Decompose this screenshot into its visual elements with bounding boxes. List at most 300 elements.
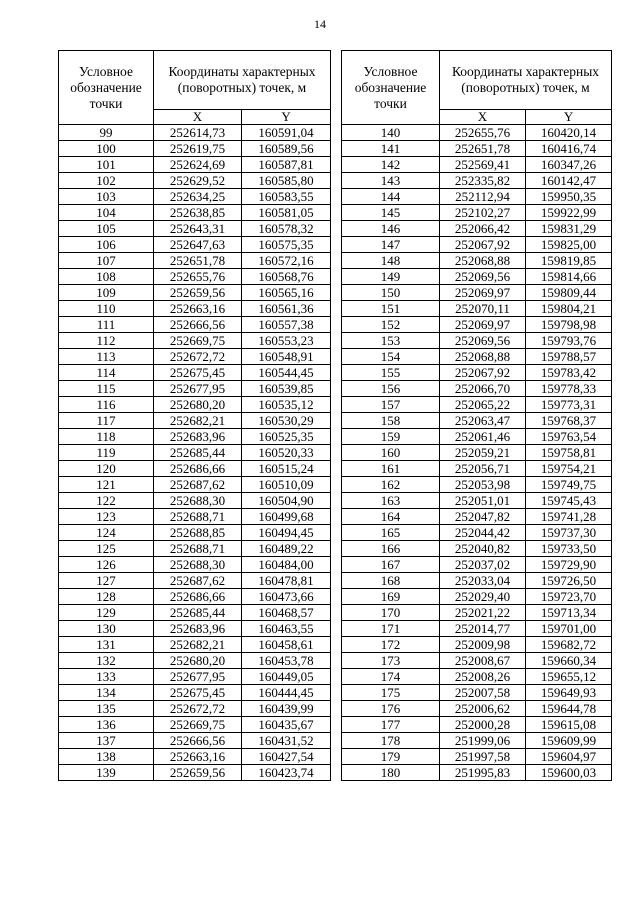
y-coordinate-cell: 160458,61 — [242, 637, 331, 653]
point-id-cell: 161 — [342, 461, 440, 477]
point-id-cell: 134 — [59, 685, 154, 701]
y-coordinate-cell: 160510,09 — [242, 477, 331, 493]
table-row — [59, 637, 331, 653]
x-coordinate-cell: 252009,98 — [440, 637, 526, 653]
y-coordinate-cell: 160420,14 — [526, 125, 612, 141]
table-row — [342, 541, 612, 557]
y-coordinate-cell: 159649,93 — [526, 685, 612, 701]
point-id-cell: 126 — [59, 557, 154, 573]
x-coordinate-cell: 252680,20 — [154, 653, 242, 669]
table-row — [342, 285, 612, 301]
x-coordinate-cell: 252687,62 — [154, 477, 242, 493]
table-row — [342, 525, 612, 541]
point-id-cell: 133 — [59, 669, 154, 685]
table-row — [59, 381, 331, 397]
y-coordinate-cell: 159825,00 — [526, 237, 612, 253]
y-coordinate-cell: 160572,16 — [242, 253, 331, 269]
y-coordinate-cell: 159745,43 — [526, 493, 612, 509]
y-coordinate-cell: 159609,99 — [526, 733, 612, 749]
x-coordinate-cell: 252651,78 — [154, 253, 242, 269]
x-coordinate-cell: 252000,28 — [440, 717, 526, 733]
table-row — [59, 173, 331, 189]
y-coordinate-cell: 160484,00 — [242, 557, 331, 573]
table-row — [342, 125, 612, 141]
point-id-cell: 116 — [59, 397, 154, 413]
header-x: X — [440, 110, 526, 125]
point-id-cell: 160 — [342, 445, 440, 461]
x-coordinate-cell: 252029,40 — [440, 589, 526, 605]
y-coordinate-cell: 159768,37 — [526, 413, 612, 429]
y-coordinate-cell: 160544,45 — [242, 365, 331, 381]
y-coordinate-cell: 159788,57 — [526, 349, 612, 365]
table-row — [59, 397, 331, 413]
x-coordinate-cell: 252067,92 — [440, 237, 526, 253]
y-coordinate-cell: 160557,38 — [242, 317, 331, 333]
point-id-cell: 180 — [342, 765, 440, 781]
point-id-cell: 113 — [59, 349, 154, 365]
point-id-cell: 142 — [342, 157, 440, 173]
point-id-cell: 171 — [342, 621, 440, 637]
point-id-cell: 127 — [59, 573, 154, 589]
point-id-cell: 140 — [342, 125, 440, 141]
x-coordinate-cell: 252059,21 — [440, 445, 526, 461]
table-row — [342, 701, 612, 717]
point-id-cell: 114 — [59, 365, 154, 381]
x-coordinate-cell: 252040,82 — [440, 541, 526, 557]
y-coordinate-cell: 160449,05 — [242, 669, 331, 685]
y-coordinate-cell: 160473,66 — [242, 589, 331, 605]
table-row — [342, 381, 612, 397]
x-coordinate-cell: 252065,22 — [440, 397, 526, 413]
x-coordinate-cell: 252069,97 — [440, 317, 526, 333]
point-id-cell: 104 — [59, 205, 154, 221]
x-coordinate-cell: 252669,75 — [154, 717, 242, 733]
point-id-cell: 153 — [342, 333, 440, 349]
header-point-designation: Условное обозначение точки — [342, 51, 440, 125]
table-row — [342, 557, 612, 573]
table-row — [59, 237, 331, 253]
point-id-cell: 136 — [59, 717, 154, 733]
table-row — [59, 189, 331, 205]
x-coordinate-cell: 252008,67 — [440, 653, 526, 669]
point-id-cell: 150 — [342, 285, 440, 301]
table-row — [342, 349, 612, 365]
y-coordinate-cell: 159814,66 — [526, 269, 612, 285]
point-id-cell: 149 — [342, 269, 440, 285]
y-coordinate-cell: 160548,91 — [242, 349, 331, 365]
y-coordinate-cell: 160489,22 — [242, 541, 331, 557]
point-id-cell: 109 — [59, 285, 154, 301]
x-coordinate-cell: 252634,25 — [154, 189, 242, 205]
y-coordinate-cell: 159604,97 — [526, 749, 612, 765]
point-id-cell: 178 — [342, 733, 440, 749]
x-coordinate-cell: 252102,27 — [440, 205, 526, 221]
x-coordinate-cell: 252655,76 — [154, 269, 242, 285]
table-row — [59, 429, 331, 445]
x-coordinate-cell: 252051,01 — [440, 493, 526, 509]
x-coordinate-cell: 252614,73 — [154, 125, 242, 141]
table-row — [59, 493, 331, 509]
y-coordinate-cell: 160439,99 — [242, 701, 331, 717]
y-coordinate-cell: 160431,52 — [242, 733, 331, 749]
point-id-cell: 168 — [342, 573, 440, 589]
x-coordinate-cell: 252069,56 — [440, 269, 526, 285]
y-coordinate-cell: 160423,74 — [242, 765, 331, 781]
point-id-cell: 129 — [59, 605, 154, 621]
y-coordinate-cell: 160568,76 — [242, 269, 331, 285]
table-row — [59, 445, 331, 461]
point-id-cell: 121 — [59, 477, 154, 493]
y-coordinate-cell: 160347,26 — [526, 157, 612, 173]
x-coordinate-cell: 252629,52 — [154, 173, 242, 189]
table-row — [342, 733, 612, 749]
x-coordinate-cell: 252335,82 — [440, 173, 526, 189]
y-coordinate-cell: 159733,50 — [526, 541, 612, 557]
table-row — [59, 253, 331, 269]
table-row — [342, 397, 612, 413]
y-coordinate-cell: 159758,81 — [526, 445, 612, 461]
point-id-cell: 131 — [59, 637, 154, 653]
point-id-cell: 105 — [59, 221, 154, 237]
point-id-cell: 120 — [59, 461, 154, 477]
point-id-cell: 173 — [342, 653, 440, 669]
point-id-cell: 175 — [342, 685, 440, 701]
x-coordinate-cell: 252047,82 — [440, 509, 526, 525]
y-coordinate-cell: 159831,29 — [526, 221, 612, 237]
x-coordinate-cell: 252687,62 — [154, 573, 242, 589]
x-coordinate-cell: 252669,75 — [154, 333, 242, 349]
table-row — [59, 669, 331, 685]
table-row — [342, 637, 612, 653]
point-id-cell: 132 — [59, 653, 154, 669]
point-id-cell: 166 — [342, 541, 440, 557]
y-coordinate-cell: 160578,32 — [242, 221, 331, 237]
table-row — [59, 477, 331, 493]
point-id-cell: 111 — [59, 317, 154, 333]
x-coordinate-cell: 252677,95 — [154, 381, 242, 397]
x-coordinate-cell: 252638,85 — [154, 205, 242, 221]
table-row — [59, 461, 331, 477]
point-id-cell: 135 — [59, 701, 154, 717]
y-coordinate-cell: 160499,68 — [242, 509, 331, 525]
table-row — [342, 589, 612, 605]
x-coordinate-cell: 252037,02 — [440, 557, 526, 573]
point-id-cell: 139 — [59, 765, 154, 781]
x-coordinate-cell: 252569,41 — [440, 157, 526, 173]
point-id-cell: 158 — [342, 413, 440, 429]
point-id-cell: 112 — [59, 333, 154, 349]
table-row — [342, 365, 612, 381]
y-coordinate-cell: 160478,81 — [242, 573, 331, 589]
x-coordinate-cell: 252663,16 — [154, 749, 242, 765]
header-point-designation: Условное обозначение точки — [59, 51, 154, 125]
header-coordinates: Координаты характерных (поворотных) точек, м — [154, 51, 331, 110]
point-id-cell: 167 — [342, 557, 440, 573]
y-coordinate-cell: 159783,42 — [526, 365, 612, 381]
table-row — [59, 509, 331, 525]
x-coordinate-cell: 252056,71 — [440, 461, 526, 477]
y-coordinate-cell: 160515,24 — [242, 461, 331, 477]
header-coordinates: Координаты характерных (поворотных) точек, м — [440, 51, 612, 110]
table-row — [59, 573, 331, 589]
point-id-cell: 99 — [59, 125, 154, 141]
table-row — [342, 141, 612, 157]
point-id-cell: 152 — [342, 317, 440, 333]
point-id-cell: 122 — [59, 493, 154, 509]
y-coordinate-cell: 160453,78 — [242, 653, 331, 669]
table-row — [342, 685, 612, 701]
x-coordinate-cell: 252068,88 — [440, 349, 526, 365]
table-row — [59, 301, 331, 317]
x-coordinate-cell: 252069,97 — [440, 285, 526, 301]
y-coordinate-cell: 160587,81 — [242, 157, 331, 173]
point-id-cell: 128 — [59, 589, 154, 605]
y-coordinate-cell: 159701,00 — [526, 621, 612, 637]
y-coordinate-cell: 159655,12 — [526, 669, 612, 685]
table-row — [59, 525, 331, 541]
y-coordinate-cell: 159804,21 — [526, 301, 612, 317]
x-coordinate-cell: 252685,44 — [154, 445, 242, 461]
point-id-cell: 106 — [59, 237, 154, 253]
x-coordinate-cell: 252651,78 — [440, 141, 526, 157]
x-coordinate-cell: 252675,45 — [154, 685, 242, 701]
point-id-cell: 123 — [59, 509, 154, 525]
y-coordinate-cell: 160520,33 — [242, 445, 331, 461]
y-coordinate-cell: 159660,34 — [526, 653, 612, 669]
point-id-cell: 115 — [59, 381, 154, 397]
table-row — [59, 349, 331, 365]
point-id-cell: 143 — [342, 173, 440, 189]
point-id-cell: 163 — [342, 493, 440, 509]
y-coordinate-cell: 160575,35 — [242, 237, 331, 253]
point-id-cell: 144 — [342, 189, 440, 205]
table-row — [59, 621, 331, 637]
table-row — [342, 189, 612, 205]
table-row — [342, 573, 612, 589]
x-coordinate-cell: 252659,56 — [154, 285, 242, 301]
table-row — [342, 333, 612, 349]
table-row — [342, 157, 612, 173]
table-row — [59, 141, 331, 157]
x-coordinate-cell: 252643,31 — [154, 221, 242, 237]
coordinates-table-right — [341, 50, 612, 781]
point-id-cell: 177 — [342, 717, 440, 733]
table-row — [342, 317, 612, 333]
point-id-cell: 130 — [59, 621, 154, 637]
point-id-cell: 170 — [342, 605, 440, 621]
x-coordinate-cell: 252007,58 — [440, 685, 526, 701]
x-coordinate-cell: 252683,96 — [154, 429, 242, 445]
header-y: Y — [526, 110, 612, 125]
y-coordinate-cell: 160427,54 — [242, 749, 331, 765]
table-row — [342, 173, 612, 189]
x-coordinate-cell: 252672,72 — [154, 349, 242, 365]
point-id-cell: 154 — [342, 349, 440, 365]
table-row — [59, 557, 331, 573]
x-coordinate-cell: 252066,42 — [440, 221, 526, 237]
y-coordinate-cell: 160589,56 — [242, 141, 331, 157]
x-coordinate-cell: 252675,45 — [154, 365, 242, 381]
table-row — [59, 717, 331, 733]
x-coordinate-cell: 252069,56 — [440, 333, 526, 349]
table-row — [342, 253, 612, 269]
y-coordinate-cell: 159819,85 — [526, 253, 612, 269]
point-id-cell: 151 — [342, 301, 440, 317]
y-coordinate-cell: 160504,90 — [242, 493, 331, 509]
y-coordinate-cell: 159778,33 — [526, 381, 612, 397]
y-coordinate-cell: 160539,85 — [242, 381, 331, 397]
y-coordinate-cell: 160561,36 — [242, 301, 331, 317]
x-coordinate-cell: 252686,66 — [154, 461, 242, 477]
x-coordinate-cell: 252044,42 — [440, 525, 526, 541]
y-coordinate-cell: 160585,80 — [242, 173, 331, 189]
y-coordinate-cell: 159713,34 — [526, 605, 612, 621]
y-coordinate-cell: 159763,54 — [526, 429, 612, 445]
table-row — [59, 333, 331, 349]
table-row — [59, 733, 331, 749]
x-coordinate-cell: 252686,66 — [154, 589, 242, 605]
x-coordinate-cell: 252680,20 — [154, 397, 242, 413]
y-coordinate-cell: 159809,44 — [526, 285, 612, 301]
point-id-cell: 125 — [59, 541, 154, 557]
point-id-cell: 147 — [342, 237, 440, 253]
x-coordinate-cell: 252677,95 — [154, 669, 242, 685]
point-id-cell: 172 — [342, 637, 440, 653]
y-coordinate-cell: 160553,23 — [242, 333, 331, 349]
y-coordinate-cell: 159754,21 — [526, 461, 612, 477]
x-coordinate-cell: 252008,26 — [440, 669, 526, 685]
x-coordinate-cell: 252647,63 — [154, 237, 242, 253]
point-id-cell: 101 — [59, 157, 154, 173]
x-coordinate-cell: 252006,62 — [440, 701, 526, 717]
point-id-cell: 103 — [59, 189, 154, 205]
y-coordinate-cell: 159793,76 — [526, 333, 612, 349]
point-id-cell: 102 — [59, 173, 154, 189]
point-id-cell: 176 — [342, 701, 440, 717]
x-coordinate-cell: 252683,96 — [154, 621, 242, 637]
x-coordinate-cell: 252619,75 — [154, 141, 242, 157]
x-coordinate-cell: 252688,71 — [154, 509, 242, 525]
table-row — [342, 477, 612, 493]
y-coordinate-cell: 160468,57 — [242, 605, 331, 621]
x-coordinate-cell: 252663,16 — [154, 301, 242, 317]
table-row — [342, 301, 612, 317]
x-coordinate-cell: 252033,04 — [440, 573, 526, 589]
point-id-cell: 148 — [342, 253, 440, 269]
y-coordinate-cell: 160565,16 — [242, 285, 331, 301]
table-row — [342, 237, 612, 253]
x-coordinate-cell: 252666,56 — [154, 733, 242, 749]
table-row — [342, 509, 612, 525]
point-id-cell: 179 — [342, 749, 440, 765]
table-row — [342, 413, 612, 429]
y-coordinate-cell: 159726,50 — [526, 573, 612, 589]
point-id-cell: 138 — [59, 749, 154, 765]
table-row — [342, 621, 612, 637]
point-id-cell: 107 — [59, 253, 154, 269]
x-coordinate-cell: 252688,30 — [154, 557, 242, 573]
x-coordinate-cell: 252014,77 — [440, 621, 526, 637]
y-coordinate-cell: 160142,47 — [526, 173, 612, 189]
x-coordinate-cell: 252682,21 — [154, 413, 242, 429]
table-row — [342, 429, 612, 445]
y-coordinate-cell: 160530,29 — [242, 413, 331, 429]
x-coordinate-cell: 252688,30 — [154, 493, 242, 509]
point-id-cell: 108 — [59, 269, 154, 285]
y-coordinate-cell: 159644,78 — [526, 701, 612, 717]
table-row — [342, 717, 612, 733]
point-id-cell: 169 — [342, 589, 440, 605]
x-coordinate-cell: 252624,69 — [154, 157, 242, 173]
table-row — [59, 269, 331, 285]
page-number: 14 — [314, 17, 326, 31]
y-coordinate-cell: 159922,99 — [526, 205, 612, 221]
point-id-cell: 145 — [342, 205, 440, 221]
table-row — [59, 685, 331, 701]
point-id-cell: 164 — [342, 509, 440, 525]
y-coordinate-cell: 160535,12 — [242, 397, 331, 413]
x-coordinate-cell: 252672,72 — [154, 701, 242, 717]
point-id-cell: 137 — [59, 733, 154, 749]
y-coordinate-cell: 159615,08 — [526, 717, 612, 733]
table-row — [59, 589, 331, 605]
table-row — [59, 125, 331, 141]
x-coordinate-cell: 252655,76 — [440, 125, 526, 141]
y-coordinate-cell: 159749,75 — [526, 477, 612, 493]
point-id-cell: 141 — [342, 141, 440, 157]
y-coordinate-cell: 160525,35 — [242, 429, 331, 445]
table-row — [59, 317, 331, 333]
x-coordinate-cell: 252688,71 — [154, 541, 242, 557]
point-id-cell: 110 — [59, 301, 154, 317]
y-coordinate-cell: 160581,05 — [242, 205, 331, 221]
x-coordinate-cell: 252068,88 — [440, 253, 526, 269]
y-coordinate-cell: 159729,90 — [526, 557, 612, 573]
x-coordinate-cell: 251997,58 — [440, 749, 526, 765]
x-coordinate-cell: 252685,44 — [154, 605, 242, 621]
table-row — [59, 285, 331, 301]
y-coordinate-cell: 159950,35 — [526, 189, 612, 205]
point-id-cell: 118 — [59, 429, 154, 445]
x-coordinate-cell: 252067,92 — [440, 365, 526, 381]
table-row — [59, 701, 331, 717]
table-row — [342, 653, 612, 669]
y-coordinate-cell: 159798,98 — [526, 317, 612, 333]
x-coordinate-cell: 252070,11 — [440, 301, 526, 317]
point-id-cell: 146 — [342, 221, 440, 237]
table-row — [59, 765, 331, 781]
point-id-cell: 157 — [342, 397, 440, 413]
table-row — [342, 221, 612, 237]
y-coordinate-cell: 160494,45 — [242, 525, 331, 541]
y-coordinate-cell: 159773,31 — [526, 397, 612, 413]
table-row — [342, 445, 612, 461]
y-coordinate-cell: 160435,67 — [242, 717, 331, 733]
x-coordinate-cell: 252061,46 — [440, 429, 526, 445]
coordinates-table-left — [58, 50, 331, 781]
point-id-cell: 156 — [342, 381, 440, 397]
table-row — [342, 669, 612, 685]
x-coordinate-cell: 252053,98 — [440, 477, 526, 493]
x-coordinate-cell: 251995,83 — [440, 765, 526, 781]
table-row — [59, 653, 331, 669]
table-row — [342, 269, 612, 285]
y-coordinate-cell: 160591,04 — [242, 125, 331, 141]
y-coordinate-cell: 160416,74 — [526, 141, 612, 157]
x-coordinate-cell: 252688,85 — [154, 525, 242, 541]
point-id-cell: 155 — [342, 365, 440, 381]
point-id-cell: 100 — [59, 141, 154, 157]
